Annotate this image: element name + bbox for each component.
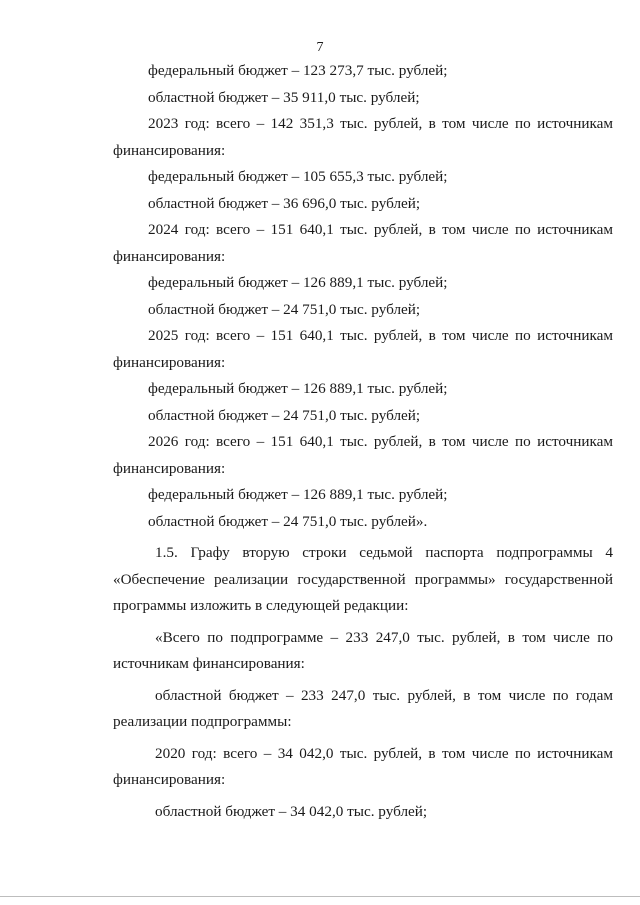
text-line: 2023 год: всего – 142 351,3 тыс. рублей, в том числе по источникам bbox=[148, 115, 613, 132]
text-line: реализации подпрограммы: bbox=[113, 713, 292, 730]
text-line: программы изложить в следующей редакции: bbox=[113, 597, 409, 614]
text-line: финансирования: bbox=[113, 247, 226, 265]
text-line: федеральный бюджет – 105 655,3 тыс. рублей; bbox=[148, 168, 448, 185]
text-line: областной бюджет – 233 247,0 тыс. рублей, в том числе по годам bbox=[155, 686, 613, 704]
text-line: федеральный бюджет – 126 889,1 тыс. рублей; bbox=[148, 486, 448, 503]
text-line: «Обеспечение реализации государственной программы» государственной bbox=[113, 570, 613, 588]
text-line: «Всего по подпрограмме – 233 247,0 тыс. рублей, в том числе по bbox=[155, 628, 613, 646]
text-line: областной бюджет – 36 696,0 тыс. рублей; bbox=[148, 194, 421, 212]
text-line: финансирования: bbox=[113, 771, 226, 788]
text-line: 2025 год: всего – 151 640,1 тыс. рублей, в том числе по источникам bbox=[148, 327, 613, 344]
text-line: областной бюджет – 24 751,0 тыс. рублей; bbox=[148, 406, 421, 424]
text-line: 1.5. Графу вторую строки седьмой паспорта подпрограммы 4 bbox=[155, 544, 613, 561]
footer-divider bbox=[0, 896, 640, 897]
text-line: областной бюджет – 24 751,0 тыс. рублей; bbox=[148, 300, 421, 318]
text-line: федеральный бюджет – 126 889,1 тыс. рублей; bbox=[148, 274, 448, 291]
text-line: федеральный бюджет – 123 273,7 тыс. рублей; bbox=[148, 62, 448, 79]
text-line: 2026 год: всего – 151 640,1 тыс. рублей, в том числе по источникам bbox=[148, 433, 613, 450]
text-line: 2020 год: всего – 34 042,0 тыс. рублей, в том числе по источникам bbox=[155, 744, 613, 762]
text-line: областной бюджет – 35 911,0 тыс. рублей; bbox=[148, 88, 420, 106]
text-line: областной бюджет – 34 042,0 тыс. рублей; bbox=[155, 802, 428, 820]
text-line: 2024 год: всего – 151 640,1 тыс. рублей, в том числе по источникам bbox=[148, 221, 613, 238]
text-line: финансирования: bbox=[113, 141, 226, 159]
text-line: финансирования: bbox=[113, 353, 226, 371]
text-line: финансирования: bbox=[113, 459, 226, 477]
text-line: источникам финансирования: bbox=[113, 655, 305, 672]
document-body bbox=[113, 58, 613, 825]
page-number: 7 bbox=[316, 40, 324, 55]
text-line: областной бюджет – 24 751,0 тыс. рублей». bbox=[148, 512, 428, 530]
text-line: федеральный бюджет – 126 889,1 тыс. рублей; bbox=[148, 380, 448, 397]
